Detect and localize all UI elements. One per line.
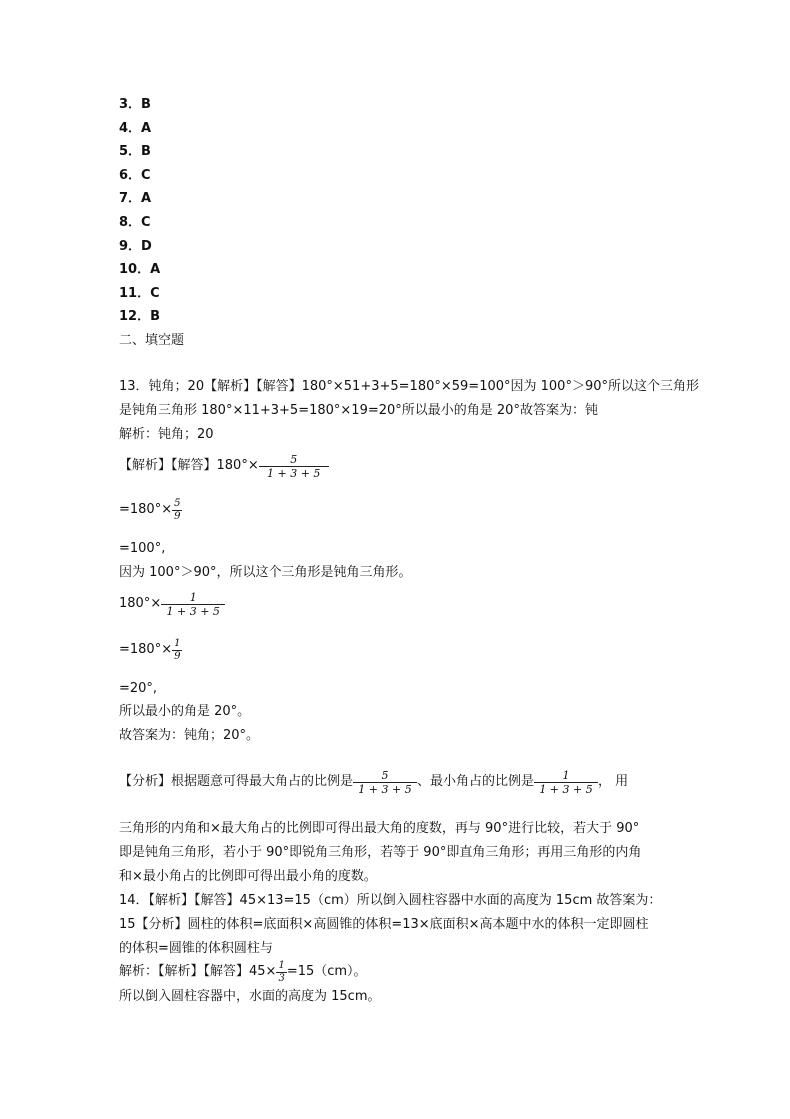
fraction-denominator: 1 + 3 + 5: [534, 782, 598, 796]
q13-analysis-line-1: [119, 768, 628, 797]
q13-expression-3: [119, 590, 225, 619]
q14-line-2: 15【分析】圆柱的体积=底面积×高圆锥的体积=13×底面积×高本题中水的体积一定即圆柱: [119, 917, 649, 932]
q13-line-1: 13．钝角；20【解析】【解答】180°×51+3+5=180°×59=100°因为 100°＞90°所以这个三角形: [119, 379, 699, 394]
q13-line-eq100: =100°,: [119, 541, 166, 556]
q13-analysis-line-3: 即是钝角三角形，若小于 90°即锐角三角形，若等于 90°即直角三角形；再用三角形的内角: [119, 845, 642, 860]
answer-11: 11．C: [119, 286, 160, 301]
q13-fraction-4: [172, 638, 182, 663]
q13-fraction-2: [172, 498, 182, 523]
fraction-denominator: 9: [174, 650, 181, 662]
q14-expr-prefix: 解析：【解析】【解答】45×: [119, 964, 277, 979]
q13-expression-2: [119, 496, 182, 525]
q14-fraction: [276, 960, 286, 985]
q13-line-3: 解析：钝角；20: [119, 427, 214, 442]
q13-fraction-3: [161, 591, 225, 618]
answer-12: 12．B: [119, 309, 160, 324]
q13-expr1-prefix: 【解析】【解答】180°×: [119, 458, 259, 473]
q13-expr3-prefix: 180°×: [119, 596, 162, 611]
fraction-numerator: 5: [290, 452, 298, 466]
fraction-numerator: 1: [562, 768, 570, 782]
answer-8: 8．C: [119, 215, 151, 230]
fraction-denominator: 9: [174, 510, 181, 522]
q13-analysis-line-2: 三角形的内角和×最大角占的比例即可得出最大角的度数，再与 90°进行比较，若大于 90°: [119, 821, 640, 836]
analysis-text-c: ， 用: [598, 774, 629, 789]
q13-expression-4: [119, 636, 182, 665]
q14-line-3: 的体积=圆锥的体积圆柱与: [119, 941, 273, 956]
q13-line-smallest: 所以最小的角是 20°。: [119, 704, 251, 719]
fraction-numerator: 1: [278, 959, 285, 971]
q13-analysis-line-4: 和×最小角占的比例即可得出最小角的度数。: [119, 869, 377, 884]
q13-line-eq20: =20°,: [119, 681, 158, 696]
q13-expr2-prefix: =180°×: [119, 502, 173, 517]
fraction-denominator: 1 + 3 + 5: [353, 782, 417, 796]
answer-10: 10．A: [119, 262, 161, 277]
fraction-denominator: 1 + 3 + 5: [259, 466, 329, 480]
q13-line-2: 是钝角三角形 180°×11+3+5=180°×19=20°所以最小的角是 20°故答案为：钝: [119, 403, 598, 418]
fraction-denominator: 1 + 3 + 5: [161, 604, 225, 618]
answer-3: 3．B: [119, 97, 151, 112]
answer-4: 4．A: [119, 121, 152, 136]
analysis-fraction-max: [353, 769, 417, 796]
q13-line-answer: 故答案为：钝角；20°。: [119, 728, 260, 743]
section-heading: 二、填空题: [119, 333, 185, 348]
fraction-numerator: 1: [189, 590, 197, 604]
q13-expr4-prefix: =180°×: [119, 642, 173, 657]
fraction-numerator: 5: [174, 497, 181, 509]
analysis-text-a: 【分析】根据题意可得最大角占的比例是: [119, 774, 354, 789]
q14-expr-suffix: =15（cm）。: [286, 964, 367, 979]
q13-expression-1: [119, 452, 329, 481]
fraction-denominator: 3: [278, 972, 285, 984]
q14-line-conclusion: 所以倒入圆柱容器中，水面的高度为 15cm。: [119, 989, 381, 1004]
answer-7: 7．A: [119, 191, 152, 206]
fraction-numerator: 5: [381, 768, 389, 782]
fraction-numerator: 1: [174, 637, 181, 649]
answer-6: 6．C: [119, 168, 151, 183]
analysis-text-b: 、最小角占的比例是: [417, 774, 535, 789]
q14-expression: [119, 958, 367, 987]
q14-line-1: 14．【解析】【解答】45×13=15（cm）所以倒入圆柱容器中水面的高度为 15cm 故答案为：: [119, 893, 662, 908]
answer-9: 9．D: [119, 239, 152, 254]
q13-line-because: 因为 100°＞90°，所以这个三角形是钝角三角形。: [119, 565, 412, 580]
answer-5: 5．B: [119, 144, 151, 159]
analysis-fraction-min: [534, 769, 598, 796]
q13-fraction-1: [259, 453, 329, 480]
